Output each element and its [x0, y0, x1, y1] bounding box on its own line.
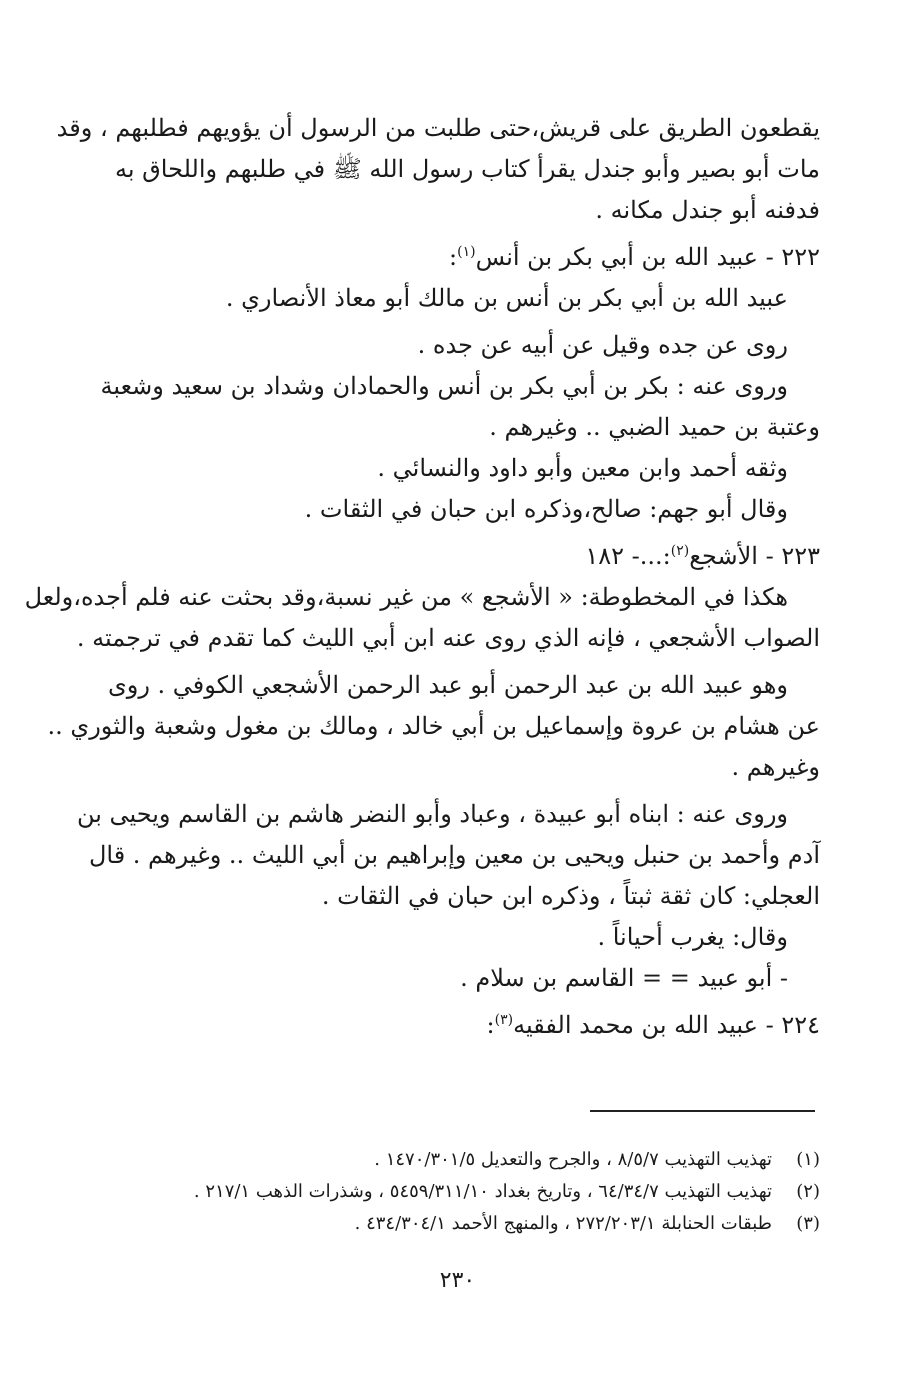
entry-223-remark: وقال: يغرب أحياناً . — [597, 923, 788, 951]
text-line: وروى عنه : بكر بن أبي بكر بن أنس والحمادان وشداد بن سعيد وشعبة — [100, 372, 788, 400]
footnote — [100, 1144, 820, 1176]
entry-222-narrated-by — [100, 366, 820, 448]
footnote-ref: (١) — [457, 244, 476, 260]
footnote-text: طبقات الحنابلة ٢٧٢/٢٠٣/١ ، والمنهج الأحمد ٤٣٤/٣٠٤/١ . — [354, 1213, 772, 1234]
text-line: وهو عبيد الله بن عبد الرحمن أبو عبد الرحمن الأشجعي الكوفي . روى — [107, 671, 788, 699]
main-text — [24, 108, 820, 1046]
text-line: الصواب الأشجعي ، فإنه الذي روى عنه ابن أبي الليث كما تقدم في ترجمته . — [76, 624, 820, 652]
footnote-number: (٢) — [796, 1181, 820, 1202]
text-line: هكذا في المخطوطة: « الأشجع » من غير نسبة،وقد بحثت عنه فلم أجده،ولعل — [24, 583, 788, 611]
footnote-ref: (٣) — [494, 1012, 514, 1028]
footnote — [100, 1208, 820, 1240]
text-line: وعتبة بن حميد الضبي .. وغيرهم . — [489, 413, 820, 441]
entry-223-heading — [100, 536, 820, 577]
text-line: العجلي: كان ثقة ثبتاً ، وذكره ابن حبان في الثقات . — [321, 882, 820, 910]
text-line: وروى عنه : ابناه أبو عبيدة ، وعباد وأبو النضر هاشم بن القاسم ويحيى بن — [76, 800, 788, 828]
entry-222-remark: وقال أبو جهم: صالح،وذكره ابن حبان في الثقات . — [304, 495, 788, 523]
footnote-ref: (٢) — [670, 543, 690, 559]
intro-paragraph — [56, 108, 820, 231]
footnote-number: (٣) — [796, 1213, 820, 1234]
entry-224-heading — [100, 1005, 820, 1046]
entry-223-identity — [47, 665, 820, 788]
entry-heading-colon: : — [449, 243, 458, 271]
entry-222-name: عبيد الله بن أبي بكر بن أنس بن مالك أبو معاذ الأنصاري . — [225, 284, 788, 312]
entry-222-trustworthiness: وثقه أحمد وابن معين وأبو داود والنسائي . — [377, 454, 788, 482]
entry-222-narrated-from: روى عن جده وقيل عن أبيه عن جده . — [417, 331, 788, 359]
text-line: عن هشام بن عروة وإسماعيل بن أبي خالد ، ومالك بن مغول وشعبة والثوري .. — [47, 712, 820, 740]
text-line: وغيرهم . — [731, 753, 820, 781]
entry-223-narrated-by — [76, 794, 820, 917]
footnote-text: تهذيب التهذيب ٨/٥/٧ ، والجرح والتعديل ١٤٧٠/٣٠١/٥ . — [374, 1149, 772, 1170]
text-line: يقطعون الطريق على قريش،حتى طلبت من الرسول أن يؤويهم فطلبهم ، وقد — [56, 114, 820, 142]
text-line: آدم وأحمد بن حنبل ويحيى بن معين وإبراهيم بن أبي الليث .. وغيرهم . قال — [88, 841, 820, 869]
footnote — [100, 1176, 820, 1208]
entry-223-manuscript-note — [24, 577, 820, 659]
entry-heading-tail: :...- ١٨٢ — [585, 542, 671, 570]
entry-heading-text: ٢٢٢ - عبيد الله بن أبي بكر بن أنس — [475, 243, 820, 271]
footnote-text: تهذيب التهذيب ٦٤/٣٤/٧ ، وتاريخ بغداد ٥٤٥٩/٣١١/١٠ ، وشذرات الذهب ٢١٧/١ . — [193, 1181, 772, 1202]
footnote-separator — [590, 1110, 815, 1112]
page-number: ٢٣٠ — [439, 1268, 476, 1293]
text-line: مات أبو بصير وأبو جندل يقرأ كتاب رسول الله ﷺ في طلبهم واللحاق به — [114, 155, 820, 183]
text-line: فدفنه أبو جندل مكانه . — [595, 196, 820, 224]
footnote-number: (١) — [796, 1149, 820, 1170]
entry-heading-text: ٢٢٤ - عبيد الله بن محمد الفقيه — [513, 1011, 820, 1039]
entry-heading-text: ٢٢٣ - الأشجع — [689, 542, 820, 570]
cross-reference: - أبو عبيد = = القاسم بن سلام . — [460, 964, 788, 992]
entry-heading-colon: : — [486, 1011, 495, 1039]
footnotes — [100, 1144, 820, 1240]
entry-222-heading — [100, 237, 820, 278]
